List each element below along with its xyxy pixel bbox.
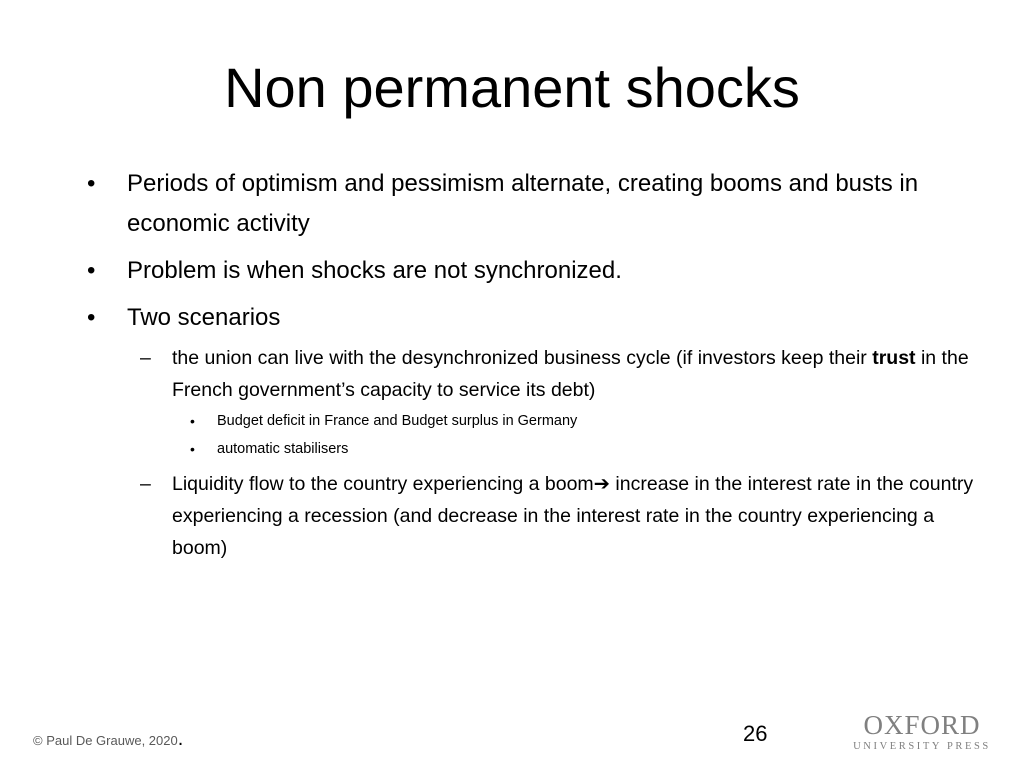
scenario-1-bold-word: trust xyxy=(872,347,916,369)
sub-sub-bullet-item xyxy=(190,407,917,435)
bullet-marker: • xyxy=(87,304,96,331)
copyright-dot: . xyxy=(177,728,184,750)
small-bullet-marker: • xyxy=(190,441,195,457)
oxford-logo xyxy=(852,710,992,758)
bullet-text: Problem is when shocks are not synchronized. xyxy=(127,257,622,284)
dash-marker: – xyxy=(140,347,151,369)
copyright-text: © Paul De Grauwe, 2020 xyxy=(33,733,178,748)
bullet-item xyxy=(87,298,977,338)
logo-sub-text: UNIVERSITY PRESS xyxy=(853,741,991,752)
page-number: 26 xyxy=(743,721,768,746)
bullet-marker: • xyxy=(87,170,96,197)
bullet-text: Periods of optimism and pessimism alternate, creating booms and busts in economic activity xyxy=(127,170,919,237)
bullet-item xyxy=(87,251,977,291)
dash-marker: – xyxy=(140,473,151,495)
scenario-1-text-after: in the French government’s capacity to service its debt) xyxy=(172,347,969,401)
logo-main-text: OXFORD xyxy=(863,710,981,740)
copyright-notice xyxy=(33,730,183,750)
sub-sub-bullet-item xyxy=(190,435,917,463)
scenario-1-text-before: the union can live with the desynchronized business cycle (if investors keep their xyxy=(172,347,873,369)
bullet-marker: • xyxy=(87,257,96,284)
sub-sub-bullet-text: Budget deficit in France and Budget surplus in Germany xyxy=(217,413,578,429)
sub-sub-bullet-text: automatic stabilisers xyxy=(217,441,349,457)
right-arrow-icon: ➔ xyxy=(593,473,611,495)
slide-title: Non permanent shocks xyxy=(224,56,800,119)
bullet-item xyxy=(87,164,977,244)
sub-bullet-item xyxy=(140,468,987,564)
scenario-2-text-after: increase in the interest rate in the country experiencing a recession (and decrease in the interest rate in the country experiencing a boom) xyxy=(172,473,974,559)
scenario-2-text-before: Liquidity flow to the country experiencing a boom xyxy=(172,473,594,495)
bullet-text: Two scenarios xyxy=(127,304,281,331)
small-bullet-marker: • xyxy=(190,413,195,429)
sub-bullet-item xyxy=(140,342,987,406)
